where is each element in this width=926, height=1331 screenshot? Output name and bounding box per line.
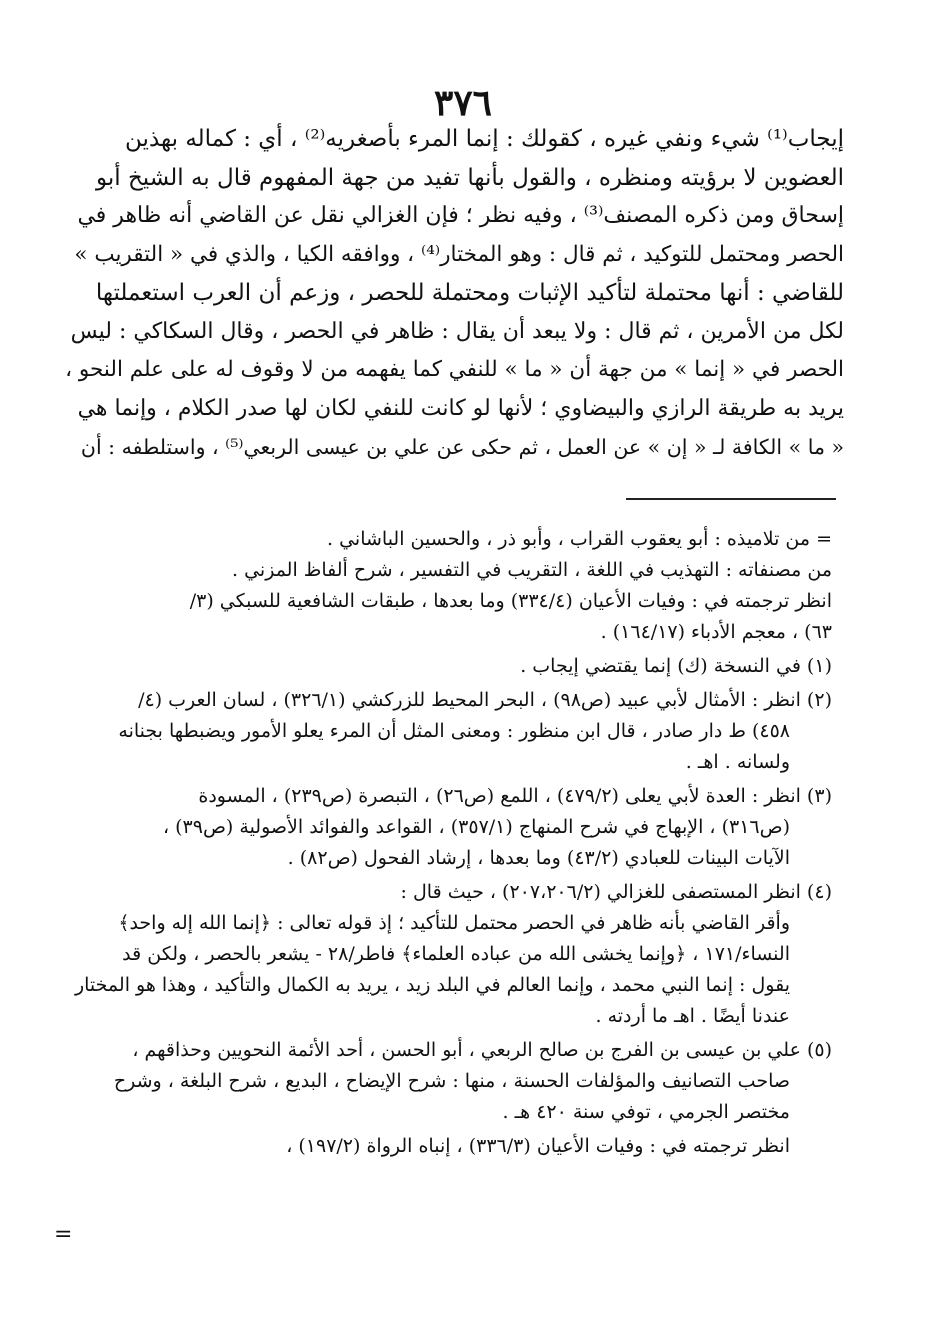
- footnote-line: النساء/١٧١ ، ﴿وإنما يخشى الله من عباده العلماء﴾ فاطر/٢٨ - يشعر بالحصر ، ولكن قد: [122, 943, 790, 965]
- footnote-line: ٦٣) ، معجم الأدباء (١٦٤/١٧) .: [600, 621, 832, 643]
- footnote-line: مختصر الجرمي ، توفي سنة ٤٢٠ هـ .: [502, 1101, 790, 1123]
- footnote-line: الآيات البينات للعبادي (٤٣/٢) وما بعدها ، إرشاد الفحول (ص٨٢) .: [287, 847, 790, 869]
- footnote-line: عندنا أيضًا . اهـ ما أردته .: [595, 1005, 790, 1027]
- footnote-line: (٤) انظر المستصفى للغزالي (٢٠٧،٢٠٦/٢) ، حيث قال :: [400, 881, 832, 903]
- footnotes: [64, 524, 832, 1162]
- footnote-line: يقول : إنما النبي محمد ، وإنما العالم في البلد زيد ، يريد به الكمال والتأكيد ، وهذا هو المختار: [74, 974, 790, 996]
- footnote-line: انظر ترجمته في : وفيات الأعيان (٣٣٤/٤) وما بعدها ، طبقات الشافعية للسبكي (٣/: [189, 590, 832, 612]
- footnote-line: ٤٥٨) ط دار صادر ، قال ابن منظور : ومعنى المثل أن المرء يعلو الأمور ويضبطها بجنانه: [118, 720, 790, 742]
- body-line: لكل من الأمرين ، ثم قال : ولا يبعد أن يقال : ظاهر في الحصر ، وقال السكاكي : ليس: [70, 318, 844, 344]
- body-line: الحصر في « إنما » من جهة أن « ما » للنفي كما يفهمه من لا وقوف له على علم النحو ،: [65, 357, 844, 382]
- body-line: « ما » الكافة لـ « إن » عن العمل ، ثم حكى عن علي بن عيسى الربعي⁽⁵⁾ ، واستلطفه : أن: [80, 435, 844, 459]
- body-line: للقاضي : أنها محتملة لتأكيد الإثبات ومحتملة للحصر ، وزعم أن العرب استعملتها: [95, 280, 844, 306]
- footnote-line: ولسانه . اهـ .: [685, 751, 790, 773]
- footnote-line: صاحب التصانيف والمؤلفات الحسنة ، منها : شرح الإيضاح ، البديع ، شرح البلغة ، وشرح: [113, 1070, 790, 1092]
- footnote-line: (١) في النسخة (ك) إنما يقتضي إيجاب .: [520, 655, 832, 677]
- body-line: العضوين لا برؤيته ومنظره ، والقول بأنها تفيد من جهة المفهوم قال به الشيخ أبو: [95, 164, 844, 191]
- footnote-line: انظر ترجمته في : وفيات الأعيان (٣٣٦/٣) ، إنباه الرواة (١٩٧/٢) ،: [286, 1135, 790, 1157]
- page-number: ٣٧٦: [433, 82, 492, 124]
- continuation-mark: =: [54, 1222, 73, 1247]
- body-line: إيجاب⁽¹⁾ شيء ونفي غيره ، كقولك : إنما المرء بأصغريه⁽²⁾ ، أي : كماله بهذين: [125, 126, 844, 152]
- footnote-line: = من تلاميذه : أبو يعقوب القراب ، وأبو ذر ، والحسين الباشاني .: [327, 528, 832, 550]
- footnote-line: (٣) انظر : العدة لأبي يعلى (٤٧٩/٢) ، اللمع (ص٢٦) ، التبصرة (ص٢٣٩) ، المسودة: [198, 785, 832, 807]
- body-line: الحصر ومحتمل للتوكيد ، ثم قال : وهو المختار⁽⁴⁾ ، ووافقه الكيا ، والذي في « التقريب »: [74, 241, 844, 267]
- footnote-line: (ص٣١٦) ، الإبهاج في شرح المنهاج (٣٥٧/١) ، القواعد والفوائد الأصولية (ص٣٩) ،: [162, 816, 790, 838]
- footnote-line: من مصنفاته : التهذيب في اللغة ، التقريب في التفسير ، شرح ألفاظ المزني .: [232, 559, 832, 581]
- body-line: يريد به طريقة الرازي والبيضاوي ؛ لأنها لو كانت للنفي لكان لها صدر الكلام ، وإنما هي: [77, 395, 844, 421]
- footnote-line: (٥) علي بن عيسى بن الفرج بن صالح الربعي ، أبو الحسن ، أحد الأئمة النحويين وحذاقهم ،: [132, 1039, 832, 1061]
- footnote-line: وأقر القاضي بأنه ظاهر في الحصر محتمل للتأكيد ؛ إذ قوله تعالى : ﴿إنما الله إله واحد﴾: [118, 912, 790, 934]
- footnote-line: (٢) انظر : الأمثال لأبي عبيد (ص٩٨) ، البحر المحيط للزركشي (٣٢٦/١) ، لسان العرب (٤/: [138, 689, 832, 711]
- footnote-separator: [626, 498, 836, 500]
- body-line: إسحاق ومن ذكره المصنف⁽³⁾ ، وفيه نظر ؛ فإن الغزالي نقل عن القاضي أنه ظاهر في: [77, 203, 844, 228]
- main-text: [64, 120, 844, 467]
